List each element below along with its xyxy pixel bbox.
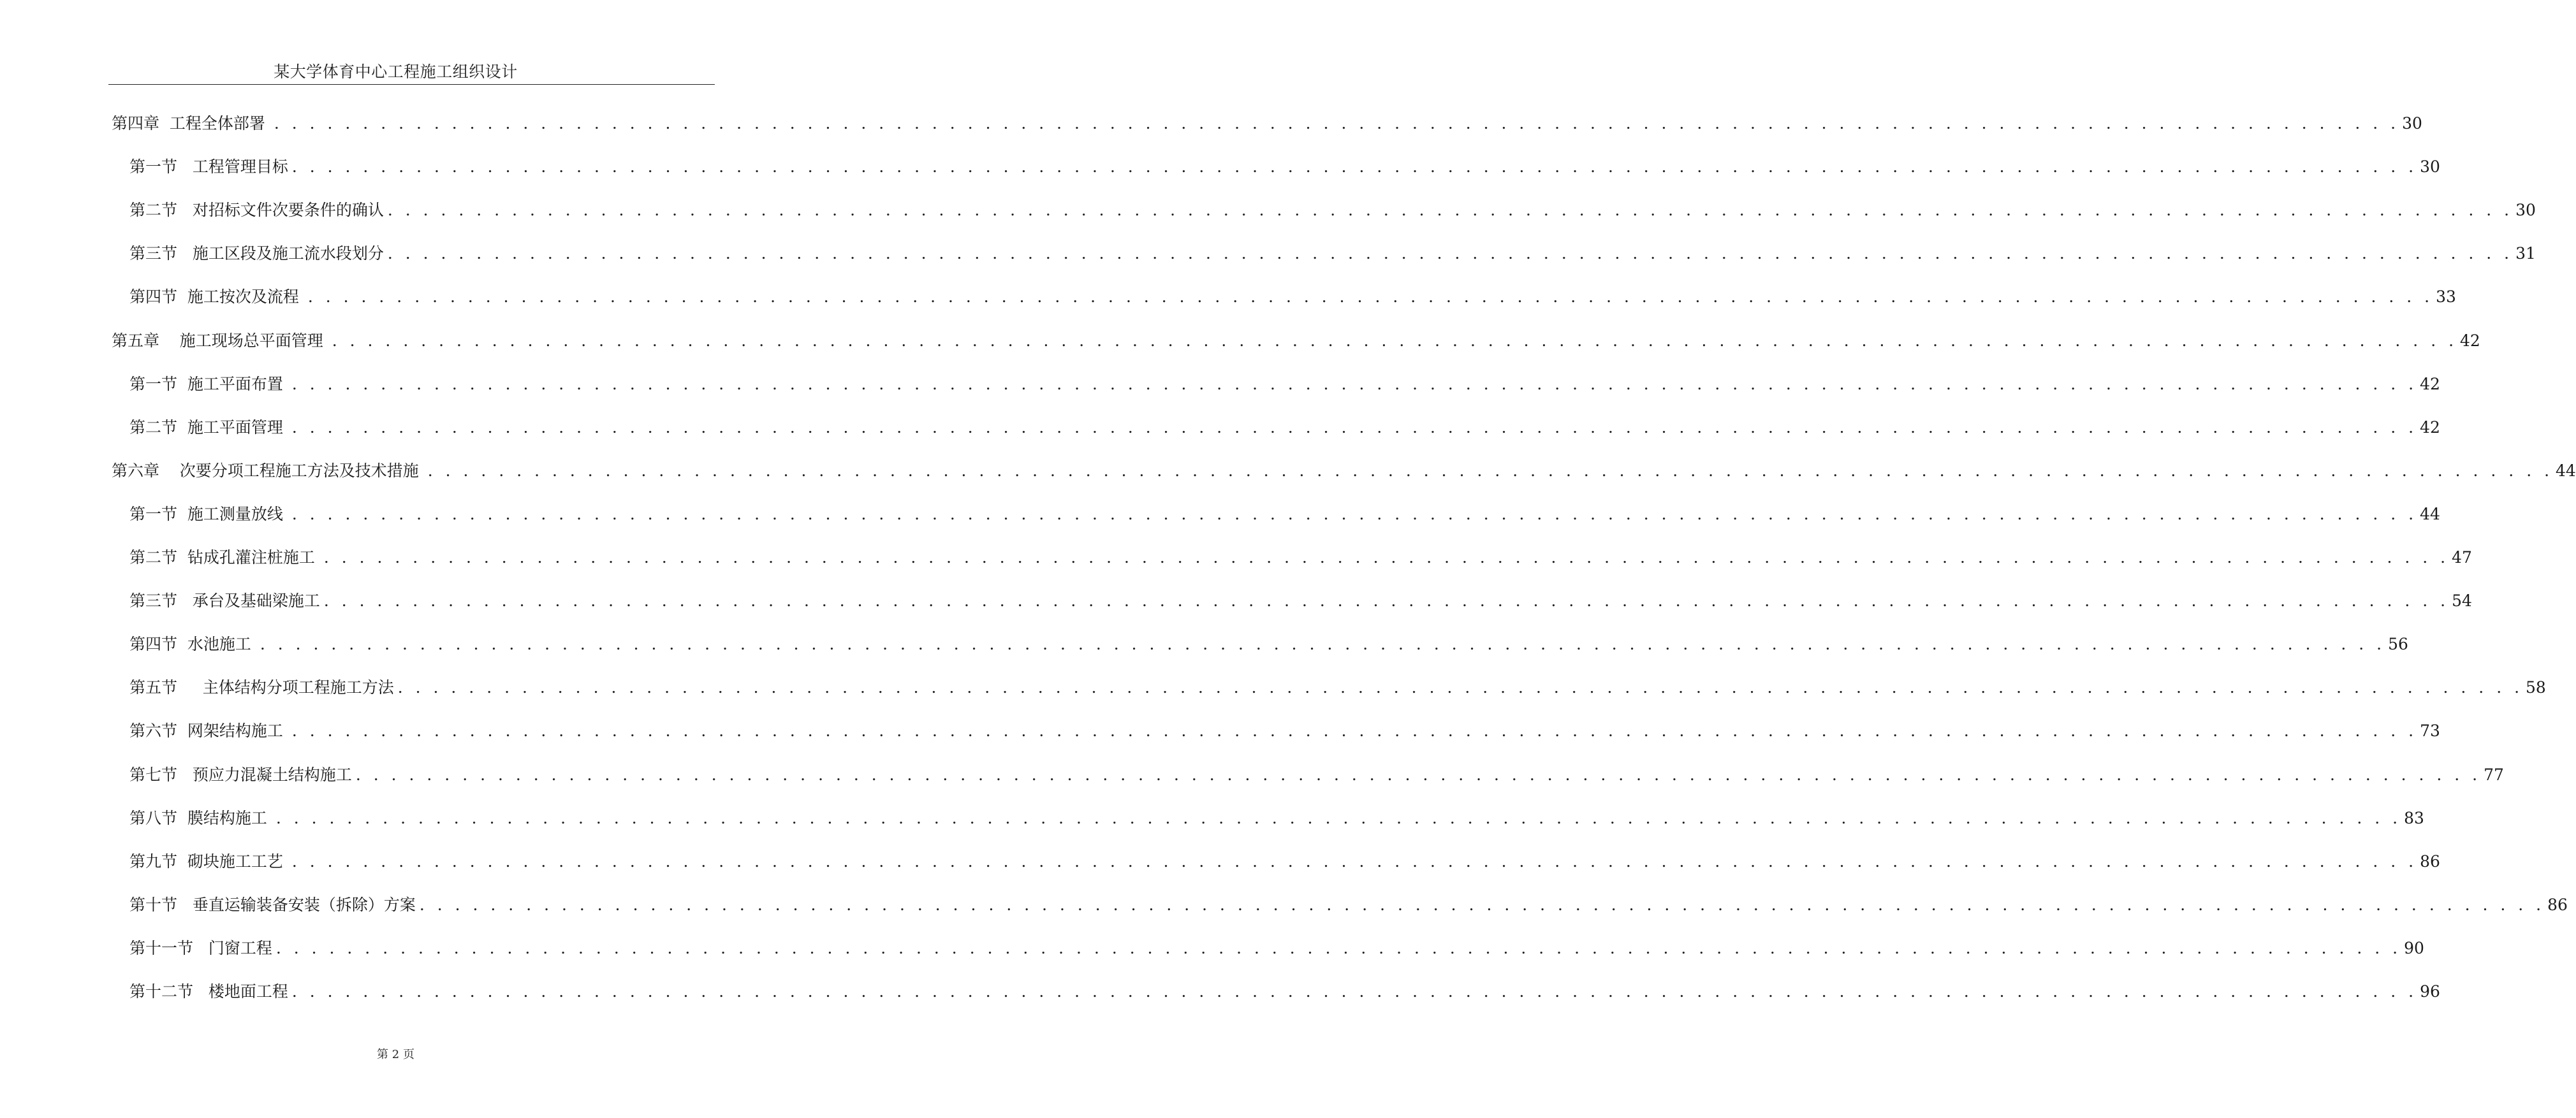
toc-entry-page-number: 42 <box>2420 375 2440 393</box>
toc-chapter-entry[interactable] <box>112 112 2422 135</box>
toc-entry-page-number: 90 <box>2404 939 2424 957</box>
toc-entry-label: 第六章 次要分项工程施工方法及技术措施 <box>112 461 424 480</box>
toc-entry-page-number: 30 <box>2515 201 2536 219</box>
toc-entry-page-number: 42 <box>2460 331 2480 350</box>
toc-entry-label: 第五章 施工现场总平面管理 <box>112 331 328 350</box>
toc-entry-page-number: 30 <box>2420 157 2440 176</box>
toc-entry-page-number: 54 <box>2452 592 2472 610</box>
toc-entry-page-number: 42 <box>2420 418 2440 437</box>
toc-dot-leader: . . . . . . . . . . . . . . . . . . . . . . . . . . . . . . . . . . . . . . . . . . . . . . . . . . . . . . . . . . . . . . . . . . . . . . . . . . . . . . . . . . . . . . . . . . . . . . . . . . . . . . . . . . . . . . . . . . . . . . . . <box>307 287 2434 306</box>
toc-section-entry[interactable] <box>129 720 2440 743</box>
toc-dot-leader: . . . . . . . . . . . . . . . . . . . . . . . . . . . . . . . . . . . . . . . . . . . . . . . . . . . . . . . . . . . . . . . . . . . . . . . . . . . . . . . . . . . . . . . . . . . . . . . . . . . . . . . . . . . . . . . . . . . . . . . . <box>323 592 2450 610</box>
toc-dot-leader: . . . . . . . . . . . . . . . . . . . . . . . . . . . . . . . . . . . . . . . . . . . . . . . . . . . . . . . . . . . . . . . . . . . . . . . . . . . . . . . . . . . . . . . . . . . . . . . . . . . . . . . . . . . . . . . . . . . . . . . . <box>397 678 2524 697</box>
toc-entry-page-number: 31 <box>2515 244 2536 263</box>
toc-chapter-entry[interactable] <box>112 460 2576 483</box>
toc-entry-label: 第十节 垂直运输装备安装（拆除）方案 <box>129 896 416 914</box>
toc-dot-leader: . . . . . . . . . . . . . . . . . . . . . . . . . . . . . . . . . . . . . . . . . . . . . . . . . . . . . . . . . . . . . . . . . . . . . . . . . . . . . . . . . . . . . . . . . . . . . . . . . . . . . . . . . . . . . . . . . . . . . . . . <box>387 201 2514 219</box>
toc-dot-leader: . . . . . . . . . . . . . . . . . . . . . . . . . . . . . . . . . . . . . . . . . . . . . . . . . . . . . . . . . . . . . . . . . . . . . . . . . . . . . . . . . . . . . . . . . . . . . . . . . . . . . . . . . . . . . . . . . . . . . . . . <box>323 548 2450 567</box>
toc-section-entry[interactable] <box>129 199 2536 222</box>
toc-entry-label: 第一节 工程管理目标 <box>129 157 288 176</box>
toc-entry-page-number: 30 <box>2402 114 2422 133</box>
toc-dot-leader: . . . . . . . . . . . . . . . . . . . . . . . . . . . . . . . . . . . . . . . . . . . . . . . . . . . . . . . . . . . . . . . . . . . . . . . . . . . . . . . . . . . . . . . . . . . . . . . . . . . . . . . . . . . . . . . . . . . . . . . . <box>419 896 2545 914</box>
toc-section-entry[interactable] <box>129 156 2440 178</box>
toc-section-entry[interactable] <box>129 373 2440 396</box>
toc-section-entry[interactable] <box>129 850 2440 873</box>
toc-section-entry[interactable] <box>129 764 2504 787</box>
toc-dot-leader: . . . . . . . . . . . . . . . . . . . . . . . . . . . . . . . . . . . . . . . . . . . . . . . . . . . . . . . . . . . . . . . . . . . . . . . . . . . . . . . . . . . . . . . . . . . . . . . . . . . . . . . . . . . . . . . . . . . . . . . . <box>332 331 2458 350</box>
toc-entry-label: 第八节 膜结构施工 <box>129 809 272 827</box>
toc-entry-label: 第四章 工程全体部署 <box>112 114 270 133</box>
toc-section-entry[interactable] <box>129 416 2440 439</box>
toc-dot-leader: . . . . . . . . . . . . . . . . . . . . . . . . . . . . . . . . . . . . . . . . . . . . . . . . . . . . . . . . . . . . . . . . . . . . . . . . . . . . . . . . . . . . . . . . . . . . . . . . . . . . . . . . . . . . . . . . . . . . . . . . <box>291 722 2418 740</box>
toc-dot-leader: . . . . . . . . . . . . . . . . . . . . . . . . . . . . . . . . . . . . . . . . . . . . . . . . . . . . . . . . . . . . . . . . . . . . . . . . . . . . . . . . . . . . . . . . . . . . . . . . . . . . . . . . . . . . . . . . . . . . . . . . <box>291 418 2418 437</box>
page-header-title: 某大学体育中心工程施工组织设计 <box>274 62 518 81</box>
toc-section-entry[interactable] <box>129 503 2440 526</box>
toc-section-entry[interactable] <box>129 894 2568 917</box>
toc-dot-leader: . . . . . . . . . . . . . . . . . . . . . . . . . . . . . . . . . . . . . . . . . . . . . . . . . . . . . . . . . . . . . . . . . . . . . . . . . . . . . . . . . . . . . . . . . . . . . . . . . . . . . . . . . . . . . . . . . . . . . . . . <box>291 852 2418 871</box>
toc-entry-page-number: 73 <box>2420 722 2440 740</box>
toc-dot-leader: . . . . . . . . . . . . . . . . . . . . . . . . . . . . . . . . . . . . . . . . . . . . . . . . . . . . . . . . . . . . . . . . . . . . . . . . . . . . . . . . . . . . . . . . . . . . . . . . . . . . . . . . . . . . . . . . . . . . . . . . <box>387 244 2514 263</box>
toc-section-entry[interactable] <box>129 590 2472 613</box>
toc-dot-leader: . . . . . . . . . . . . . . . . . . . . . . . . . . . . . . . . . . . . . . . . . . . . . . . . . . . . . . . . . . . . . . . . . . . . . . . . . . . . . . . . . . . . . . . . . . . . . . . . . . . . . . . . . . . . . . . . . . . . . . . . <box>291 157 2418 176</box>
toc-entry-label: 第三节 施工区段及施工流水段划分 <box>129 244 384 263</box>
toc-dot-leader: . . . . . . . . . . . . . . . . . . . . . . . . . . . . . . . . . . . . . . . . . . . . . . . . . . . . . . . . . . . . . . . . . . . . . . . . . . . . . . . . . . . . . . . . . . . . . . . . . . . . . . . . . . . . . . . . . . . . . . . . <box>275 939 2402 957</box>
toc-section-entry[interactable] <box>129 242 2536 265</box>
toc-section-entry[interactable] <box>129 807 2424 830</box>
toc-dot-leader: . . . . . . . . . . . . . . . . . . . . . . . . . . . . . . . . . . . . . . . . . . . . . . . . . . . . . . . . . . . . . . . . . . . . . . . . . . . . . . . . . . . . . . . . . . . . . . . . . . . . . . . . . . . . . . . . . . . . . . . . <box>291 982 2418 1001</box>
toc-entry-page-number: 58 <box>2526 678 2546 697</box>
toc-entry-page-number: 86 <box>2547 896 2568 914</box>
toc-section-entry[interactable] <box>129 676 2546 699</box>
toc-entry-page-number: 77 <box>2484 766 2504 784</box>
toc-entry-page-number: 56 <box>2388 635 2408 653</box>
toc-entry-label: 第十一节 门窗工程 <box>129 939 272 957</box>
toc-entry-label: 第九节 砌块施工工艺 <box>129 852 288 871</box>
toc-section-entry[interactable] <box>129 286 2456 309</box>
toc-section-entry[interactable] <box>129 546 2472 569</box>
toc-entry-label: 第四节 施工按次及流程 <box>129 287 304 306</box>
toc-section-entry[interactable] <box>129 980 2440 1003</box>
toc-entry-page-number: 33 <box>2436 287 2456 306</box>
toc-dot-leader: . . . . . . . . . . . . . . . . . . . . . . . . . . . . . . . . . . . . . . . . . . . . . . . . . . . . . . . . . . . . . . . . . . . . . . . . . . . . . . . . . . . . . . . . . . . . . . . . . . . . . . . . . . . . . . . . . . . . . . . . <box>427 461 2554 480</box>
toc-entry-page-number: 96 <box>2420 982 2440 1001</box>
toc-entry-page-number: 44 <box>2420 505 2440 523</box>
toc-entry-label: 第四节 水池施工 <box>129 635 256 653</box>
toc-entry-label: 第十二节 楼地面工程 <box>129 982 288 1001</box>
toc-dot-leader: . . . . . . . . . . . . . . . . . . . . . . . . . . . . . . . . . . . . . . . . . . . . . . . . . . . . . . . . . . . . . . . . . . . . . . . . . . . . . . . . . . . . . . . . . . . . . . . . . . . . . . . . . . . . . . . . . . . . . . . . <box>274 114 2400 133</box>
page-number: 第 2 页 <box>377 1048 414 1061</box>
toc-entry-page-number: 86 <box>2420 852 2440 871</box>
toc-entry-page-number: 47 <box>2452 548 2472 567</box>
toc-dot-leader: . . . . . . . . . . . . . . . . . . . . . . . . . . . . . . . . . . . . . . . . . . . . . . . . . . . . . . . . . . . . . . . . . . . . . . . . . . . . . . . . . . . . . . . . . . . . . . . . . . . . . . . . . . . . . . . . . . . . . . . . <box>260 635 2386 653</box>
toc-entry-label: 第七节 预应力混凝土结构施工 <box>129 766 352 784</box>
toc-dot-leader: . . . . . . . . . . . . . . . . . . . . . . . . . . . . . . . . . . . . . . . . . . . . . . . . . . . . . . . . . . . . . . . . . . . . . . . . . . . . . . . . . . . . . . . . . . . . . . . . . . . . . . . . . . . . . . . . . . . . . . . . <box>355 766 2482 784</box>
toc-entry-label: 第一节 施工平面布置 <box>129 375 288 393</box>
toc-section-entry[interactable] <box>129 937 2424 960</box>
toc-chapter-entry[interactable] <box>112 330 2480 352</box>
toc-dot-leader: . . . . . . . . . . . . . . . . . . . . . . . . . . . . . . . . . . . . . . . . . . . . . . . . . . . . . . . . . . . . . . . . . . . . . . . . . . . . . . . . . . . . . . . . . . . . . . . . . . . . . . . . . . . . . . . . . . . . . . . . <box>275 809 2402 827</box>
toc-entry-label: 第一节 施工测量放线 <box>129 505 288 523</box>
toc-entry-label: 第二节 施工平面管理 <box>129 418 288 437</box>
toc-entry-page-number: 44 <box>2556 461 2576 480</box>
toc-dot-leader: . . . . . . . . . . . . . . . . . . . . . . . . . . . . . . . . . . . . . . . . . . . . . . . . . . . . . . . . . . . . . . . . . . . . . . . . . . . . . . . . . . . . . . . . . . . . . . . . . . . . . . . . . . . . . . . . . . . . . . . . <box>291 375 2418 393</box>
toc-entry-page-number: 83 <box>2404 809 2424 827</box>
toc-dot-leader: . . . . . . . . . . . . . . . . . . . . . . . . . . . . . . . . . . . . . . . . . . . . . . . . . . . . . . . . . . . . . . . . . . . . . . . . . . . . . . . . . . . . . . . . . . . . . . . . . . . . . . . . . . . . . . . . . . . . . . . . <box>291 505 2418 523</box>
toc-entry-label: 第二节 钻成孔灌注桩施工 <box>129 548 320 567</box>
toc-entry-label: 第五节 主体结构分项工程施工方法 <box>129 678 394 697</box>
toc-entry-label: 第六节 网架结构施工 <box>129 722 288 740</box>
toc-entry-label: 第三节 承台及基础梁施工 <box>129 592 320 610</box>
toc-section-entry[interactable] <box>129 633 2408 656</box>
toc-entry-label: 第二节 对招标文件次要条件的确认 <box>129 201 384 219</box>
